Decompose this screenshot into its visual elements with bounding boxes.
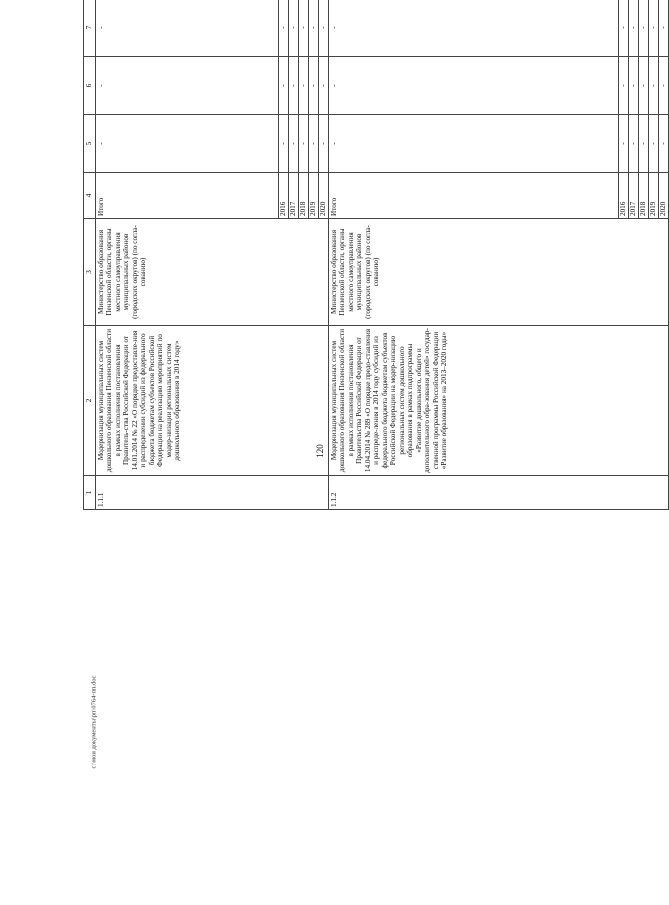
funding-total-cell: -: [329, 115, 619, 173]
funding-year-cell: -: [639, 57, 649, 115]
funding-year-cell: -: [289, 115, 299, 173]
measure-executor: Министерство образования Пензенской области, органы местного самоуправления муниципальных районов (городских округов) (по согла-сованию): [329, 219, 669, 326]
year-label: 2019: [649, 173, 659, 219]
header-col-1: 1: [84, 476, 96, 510]
year-label: 2020: [659, 173, 669, 219]
funding-year-cell: -: [289, 57, 299, 115]
page-number: 120: [315, 444, 325, 458]
funding-total-cell: -: [96, 115, 279, 173]
header-col-4: 4: [84, 173, 96, 219]
funding-year-cell: -: [649, 115, 659, 173]
measure-name: Модернизация муниципальных систем дошкольного образования Пензенской области в рамках исполнения постановления Правительства Российской Федерации от 14.04.2014 № 289 «О порядке предо-ставления и распреде-ления в 2014 году субсидий из федерального бюджета бюджетам субъектов Российской Федерации на модер-низацию региональных систем дошкольного образования в рамках подпрограммы «Развитие дошкольного, общего и дополнительного обра-зования детей» государ-ственной программы Российской Федерации «Развитие образования» на 2013–2020 годы»: [329, 326, 669, 476]
header-col-5: 5: [84, 115, 96, 173]
measure-executor: Министерство образования Пензенской области, органы местного самоуправления муниципальных районов (городских округов) (по согла-сованию): [96, 219, 329, 326]
funding-year-cell: -: [289, 0, 299, 57]
header-col-3: 3: [84, 219, 96, 326]
funding-year-cell: -: [309, 0, 319, 57]
funding-year-cell: -: [649, 57, 659, 115]
funding-year-cell: -: [279, 57, 289, 115]
year-label: 2017: [289, 173, 299, 219]
header-col-6: 6: [84, 57, 96, 115]
funding-year-cell: -: [309, 115, 319, 173]
funding-year-cell: -: [319, 0, 329, 57]
footer-path-text: c:\мои документы\рп\0764-пп.doc: [90, 675, 98, 769]
funding-year-cell: -: [619, 0, 629, 57]
header-col-2: 2: [84, 326, 96, 476]
funding-total-cell: -: [96, 57, 279, 115]
funding-year-cell: -: [299, 0, 309, 57]
period-total-label: Итого: [96, 173, 279, 219]
program-table-wrapper: [83, 0, 668, 510]
measure-number: 1.1.2: [329, 476, 669, 510]
year-label: 2020: [319, 173, 329, 219]
measure-number: 1.1.1: [96, 476, 329, 510]
funding-year-cell: -: [639, 115, 649, 173]
funding-year-cell: -: [659, 115, 669, 173]
funding-year-cell: -: [649, 0, 659, 57]
funding-year-cell: -: [659, 0, 669, 57]
measure-row-main: [329, 0, 619, 510]
period-total-label: Итого: [329, 173, 619, 219]
funding-year-cell: -: [639, 0, 649, 57]
program-measures-table: [83, 0, 669, 510]
funding-year-cell: -: [299, 57, 309, 115]
funding-year-cell: -: [629, 0, 639, 57]
funding-year-cell: -: [299, 115, 309, 173]
funding-total-cell: -: [96, 0, 279, 57]
header-number-row: [84, 0, 96, 510]
funding-year-cell: -: [659, 57, 669, 115]
funding-year-cell: -: [279, 0, 289, 57]
year-label: 2019: [309, 173, 319, 219]
funding-year-cell: -: [629, 57, 639, 115]
year-label: 2018: [299, 173, 309, 219]
funding-year-cell: -: [319, 115, 329, 173]
year-label: 2016: [619, 173, 629, 219]
measure-row-main: [96, 0, 279, 510]
funding-total-cell: -: [329, 57, 619, 115]
funding-year-cell: -: [309, 57, 319, 115]
measure-name: Модернизация муниципальных систем дошкольного образования Пензенской области в рамках исполнения постановления Правитель-ства Российской Федерации от 14.01.2014 № 22 «О порядке предоставле-ния и распределении субсидий из федерального бюджета бюджетам субъектов Российской Федерации на реализацию мероприятий по модер-низации региональных систем дошкольного образования в 2014 году»: [96, 326, 329, 476]
funding-year-cell: -: [629, 115, 639, 173]
year-label: 2016: [279, 173, 289, 219]
funding-year-cell: -: [279, 115, 289, 173]
year-label: 2018: [639, 173, 649, 219]
year-label: 2017: [629, 173, 639, 219]
funding-year-cell: -: [619, 115, 629, 173]
funding-year-cell: -: [319, 57, 329, 115]
funding-total-cell: -: [329, 0, 619, 57]
rotated-page: [83, 13, 668, 893]
funding-year-cell: -: [619, 57, 629, 115]
header-col-7: 7: [84, 0, 96, 57]
